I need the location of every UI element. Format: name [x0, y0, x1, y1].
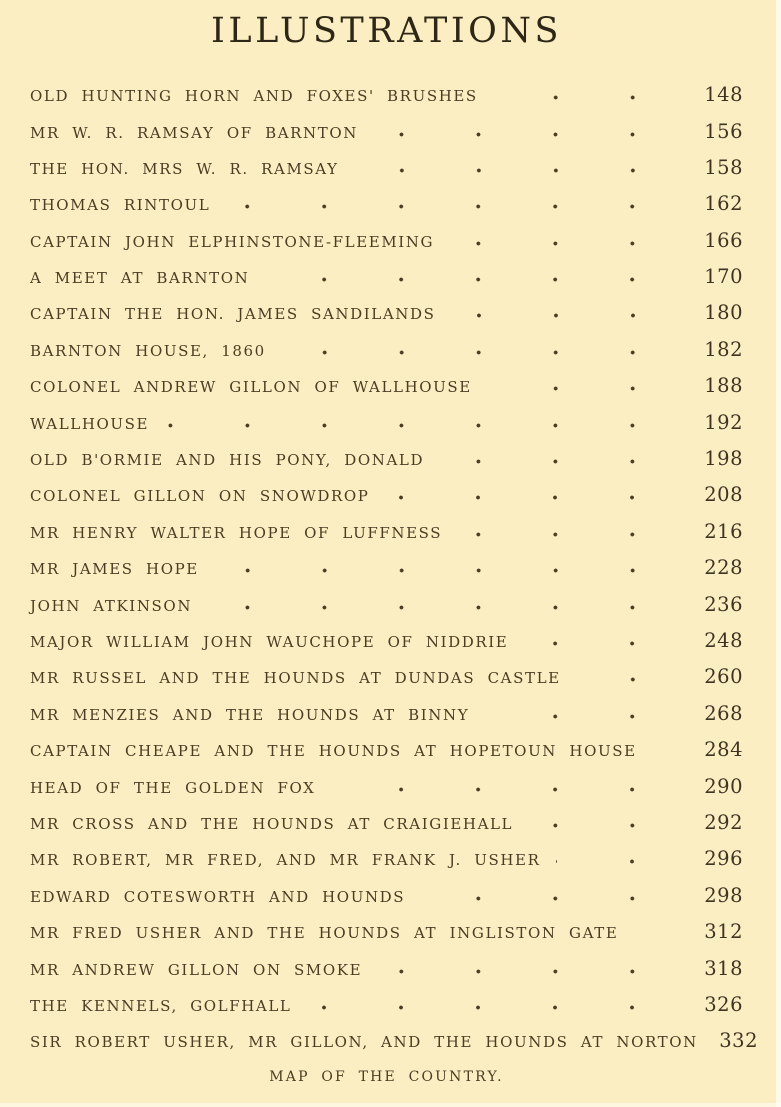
- illustration-title: MR CROSS AND THE HOUNDS AT CRAIGIEHALL: [30, 814, 514, 833]
- dot-leader: [265, 276, 671, 283]
- illustration-entry: [30, 361, 743, 397]
- dot-leader: [165, 422, 671, 429]
- illustration-title: MR W. R. RAMSAY OF BARNTON: [30, 123, 359, 142]
- dot-leader: [421, 895, 671, 902]
- dot-leader: [450, 240, 671, 247]
- illustration-title: WALLHOUSE: [30, 414, 150, 433]
- dot-leader: [452, 312, 671, 319]
- illustration-entry: [30, 907, 743, 943]
- page-number: 182: [704, 337, 743, 361]
- dot-leader: [653, 749, 671, 756]
- dot-leader: [215, 567, 671, 574]
- page-number: 156: [704, 119, 743, 143]
- illustration-title: EDWARD COTESWORTH AND HOUNDS: [30, 887, 406, 906]
- illustration-title: THOMAS RINTOUL: [30, 196, 211, 215]
- page-number: 166: [704, 228, 743, 252]
- dot-leader: [331, 786, 671, 793]
- page-number: 268: [704, 701, 743, 725]
- illustration-title: MAJOR WILLIAM JOHN WAUCHOPE OF NIDDRIE: [30, 633, 509, 651]
- page-number: 292: [704, 810, 743, 834]
- page-number: 216: [704, 519, 743, 543]
- illustration-entry: [30, 434, 743, 470]
- illustration-title: THE HON. MRS W. R. RAMSAY: [30, 159, 339, 178]
- page-number: 162: [704, 192, 743, 216]
- dot-leader: [307, 1004, 671, 1011]
- illustration-title: COLONEL GILLON ON SNOWDROP: [30, 487, 370, 506]
- dot-leader: [634, 931, 671, 938]
- illustration-entry: [30, 798, 743, 834]
- illustration-entry: [30, 506, 743, 542]
- dot-leader: [355, 167, 671, 174]
- illustration-entry: [30, 579, 743, 615]
- illustration-entry: [30, 397, 743, 433]
- dot-leader: [485, 713, 671, 720]
- illustration-entry: [30, 252, 743, 288]
- illustration-entry: [30, 616, 743, 652]
- illustration-entry: [30, 470, 743, 506]
- illustration-title: MR JAMES HOPE: [30, 560, 199, 579]
- illustration-entry: [30, 106, 743, 142]
- dot-leader: [494, 94, 671, 101]
- illustration-title: A MEET AT BARNTON: [30, 269, 250, 288]
- page-number: 228: [704, 556, 743, 580]
- illustration-entry: [30, 288, 743, 324]
- dot-leader: [282, 349, 671, 356]
- illustration-entry: [30, 980, 743, 1016]
- page-number: 236: [704, 592, 743, 616]
- dot-leader: [529, 822, 671, 829]
- page-number: 198: [704, 447, 743, 471]
- page-number: 318: [704, 956, 743, 980]
- illustration-title: SIR ROBERT USHER, MR GILLON, AND THE HOUNDS AT NORTON: [30, 1033, 698, 1052]
- illustration-title: OLD HUNTING HORN AND FOXES' BRUSHES: [30, 87, 478, 106]
- page-title: ILLUSTRATIONS: [211, 11, 562, 51]
- dot-leader: [577, 676, 671, 683]
- dot-leader: [226, 203, 671, 210]
- illustration-entry: [30, 870, 743, 906]
- illustration-title: MR HENRY WALTER HOPE OF LUFFNESS: [30, 523, 443, 542]
- page-number: 332: [719, 1029, 758, 1053]
- page-number: 188: [704, 374, 743, 398]
- illustration-entry: [30, 834, 743, 870]
- page-number: 170: [704, 265, 743, 289]
- page-number: 158: [704, 155, 743, 179]
- page-number: 290: [704, 774, 743, 798]
- illustration-title: CAPTAIN CHEAPE AND THE HOUNDS AT HOPETOUN HOUSE: [30, 742, 637, 761]
- illustration-title: JOHN ATKINSON: [30, 596, 193, 615]
- illustration-entry: [30, 652, 743, 688]
- dot-leader: [378, 968, 671, 975]
- page-number: 192: [704, 410, 743, 434]
- illustration-title: MR MENZIES AND THE HOUNDS AT BINNY: [30, 705, 470, 724]
- illustration-title: MR ANDREW GILLON ON SMOKE: [30, 960, 363, 979]
- page-number: 180: [704, 301, 743, 325]
- dot-leader: [374, 131, 671, 138]
- dot-leader: [524, 640, 671, 647]
- page-number: 312: [704, 920, 743, 944]
- page-number: 326: [704, 992, 743, 1016]
- illustration-title: MR RUSSEL AND THE HOUNDS AT DUNDAS CASTLE: [30, 669, 561, 688]
- page-number: 260: [704, 665, 743, 689]
- illustration-title: MR ROBERT, MR FRED, AND MR FRANK J. USHER: [30, 851, 541, 870]
- illustration-title: THE KENNELS, GOLFHALL: [30, 996, 292, 1015]
- dot-leader: [385, 494, 671, 501]
- illustrations-list: [30, 70, 758, 1053]
- page-number: 208: [704, 483, 743, 507]
- illustration-title: COLONEL ANDREW GILLON OF WALLHOUSE: [30, 378, 472, 397]
- page-number: 148: [704, 83, 743, 107]
- dot-leader: [208, 604, 671, 611]
- illustration-entry: [30, 1016, 758, 1053]
- illustration-entry: [30, 543, 743, 579]
- dot-leader: [488, 385, 671, 392]
- illustration-entry: [30, 143, 743, 179]
- illustration-title: BARNTON HOUSE, 1860: [30, 341, 266, 360]
- illustration-entry: [30, 688, 743, 724]
- illustration-entry: [30, 215, 743, 251]
- illustration-title: OLD B'ORMIE AND HIS PONY, DONALD: [30, 451, 425, 470]
- illustration-title: HEAD OF THE GOLDEN FOX: [30, 778, 316, 797]
- illustration-entry: [30, 943, 743, 979]
- illustration-entry: [30, 324, 743, 360]
- dot-leader: [440, 458, 671, 465]
- page-number: 284: [704, 738, 743, 762]
- illustration-title: MR FRED USHER AND THE HOUNDS AT INGLISTON GATE: [30, 924, 619, 943]
- dot-leader: [556, 858, 671, 865]
- illustration-entry: [30, 70, 743, 106]
- illustration-title: CAPTAIN THE HON. JAMES SANDILANDS: [30, 305, 436, 324]
- illustration-entry: [30, 761, 743, 797]
- illustration-entry: [30, 179, 743, 215]
- map-footer-label: MAP OF THE COUNTRY.: [269, 1069, 504, 1086]
- dot-leader: [458, 531, 671, 538]
- illustration-title: CAPTAIN JOHN ELPHINSTONE-FLEEMING: [30, 232, 435, 251]
- page-number: 296: [704, 847, 743, 871]
- page-number: 248: [704, 629, 743, 652]
- page-number: 298: [704, 883, 743, 907]
- illustration-entry: [30, 725, 743, 761]
